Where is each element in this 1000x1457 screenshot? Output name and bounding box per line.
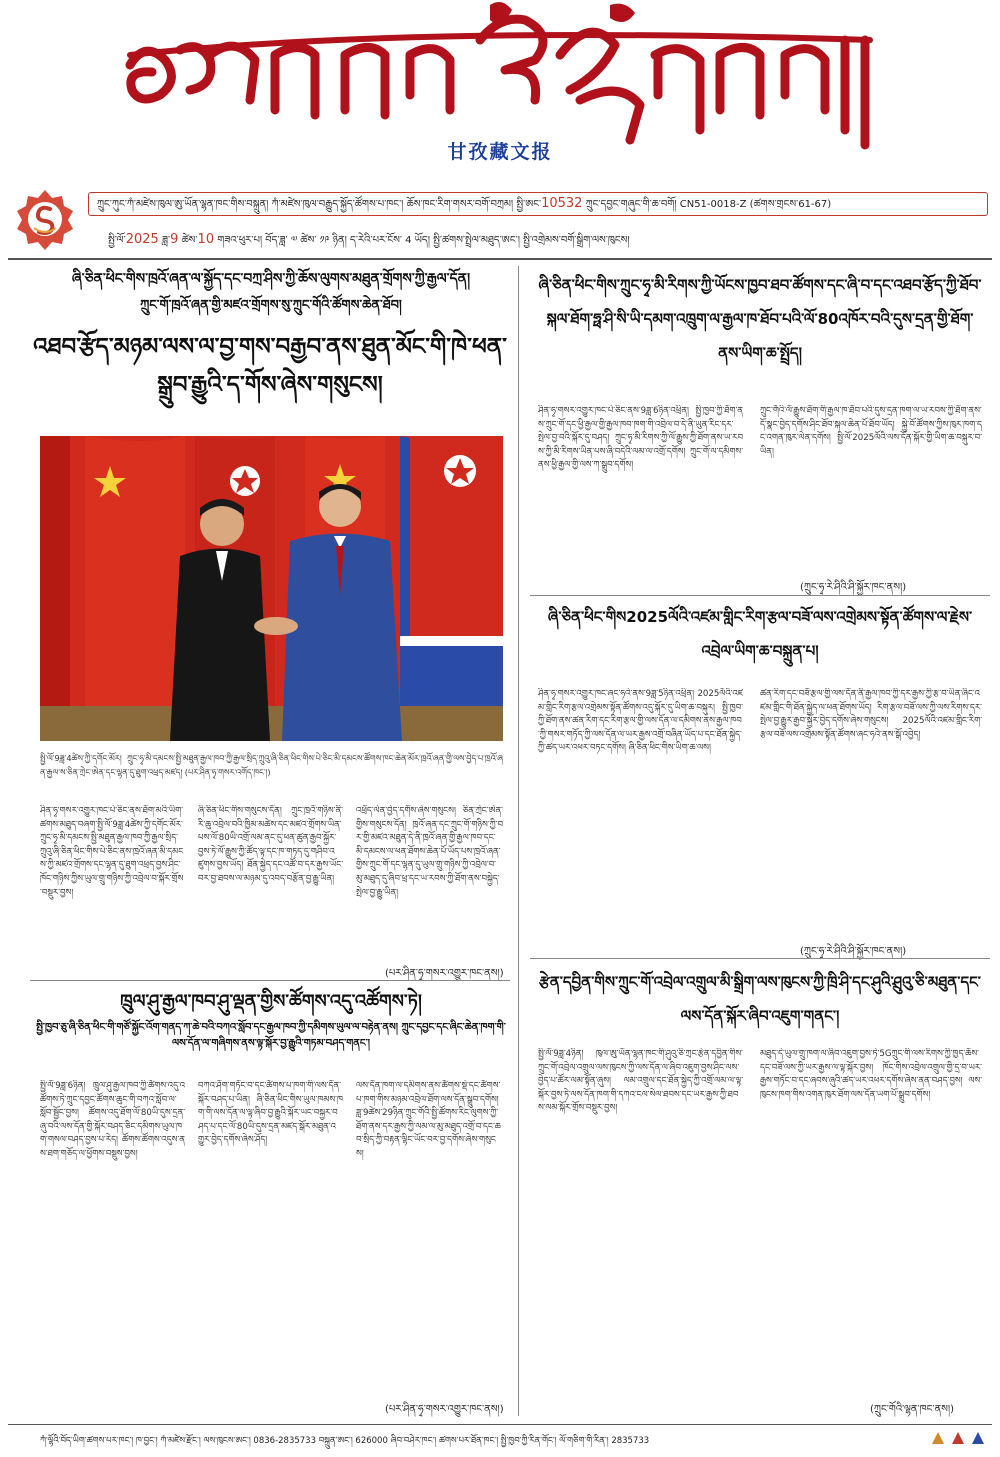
- publication-info-bar: [88, 192, 988, 216]
- date-day: 10: [197, 232, 215, 247]
- cn-code: CN51-0018-Z: [679, 199, 747, 210]
- article4-source: (ཀྲུང་ཧྭ་རེ་ཤིའི་ཤི་སྐྱོར་ཁང་ནས།): [800, 946, 907, 957]
- date-month: 9: [170, 232, 179, 247]
- article2-column-1: སྤྱི་ལོ་9ཟླ་6ཉིན། ཁྲུལ་ཤུ་རྒྱལ་ཁབ་ཀྱི་ཚོགས་འདུ་འཚོགས་ཏེ་ཀྲུང་དབྱང་ཚོགས་ཆུང་གི་བཀའ་སློབ་ལ་སློབ་སྦྱོང་བྱས། ཚོགས་འདུ་ཐོག་ལོ་80ཡི་དུས་དྲན་ཞུ་བའི་ལས་དོན་གྱི་སྐོར་བཤད་ཅིང་དམིགས་ཡུལ་ཁག་གསལ་བཤད་བྱས་པ་རེད། ཚོགས་ཚོགས་འདུས་ནས་ཐག་གཅོད་ལ་ཕྱོགས་བསྡུས་བྱས།: [40, 1081, 185, 1159]
- article1-kicker2: ཀྲུང་གོ་ཁྲའོ་ཞན་གྱི་མཛའ་གྲོགས་སུ་ཀྲུང་གོའི་ཚོགས་ཆེན་ཐོབ།: [140, 298, 402, 313]
- footer-emblem-icons: [930, 1430, 990, 1446]
- footer-divider: [8, 1424, 992, 1425]
- article4-bottom-divider: [530, 958, 990, 959]
- top-divider: [8, 258, 992, 260]
- article1-column-2: ཞི་ཅིན་ཕིང་གིས་གསུངས་དོན། ཀྲུང་ཁྲའོ་གཉིས་ནི་རི་ཆུ་འབྲེལ་བའི་ཁྱིམ་མཚེས་དང་མཛའ་གྲོགས་ཡིན་པས་ལོ་80ཡི་འགྲོ་ལམ་ནང་དུ་ཕན་ཚུན་རྒྱབ་སྐྱོར་བྱས་ཏེ་ལོ་རྒྱུས་ཀྱི་ཚོད་ལྟ་དང་ཁ་གཏད་དུ་གཤིབ་འཛུགས་བྱས་ཡོད། ཐོན་སྐྱེད་དང་འཚོ་བ་དར་རྒྱས་ཡོང་བར་བྱ་ཐབས་ལ་མཉམ་དུ་འབད་བརྩོན་བྱ་རྒྱུ་ཡིན།: [198, 806, 343, 884]
- article2-source: (པར་ཤིན་ཧྭ་གསར་འགྱུར་ཁང་ནས།): [385, 1404, 504, 1415]
- date-prefix: སྤྱི་ལོ་: [108, 235, 126, 246]
- article5-column-2: མཐུད་དེ་ཡུལ་གྲུ་ཁག་ལ་ཞིབ་འཇུག་བྱས་ཏེ་5Gཀྲུང་གི་ལས་རིགས་ཀྱི་ཁྱད་ཆོས་དང་བཟོ་ལས་ཀྱི་ཡར་རྒྱས་ལ་ལྟ་སྐོར་བྱས། ཁོང་གིས་འབྲེལ་འགྲུལ་གྱི་དྲ་བ་ཡར་རྒྱས་གཏོང་བ་དང་ཞབས་ཞུའི་ཚད་ཡར་འཕར་དགོས་ཞེས་ནན་བཤད་བྱས། ལས་ཁུངས་ཁག་གིས་འགན་ཁུར་ཐོག་ལས་དོན་ཡག་པོ་སྒྲུབ་དགོས།: [760, 1049, 982, 1100]
- column-divider: [518, 266, 519, 1416]
- date-month-label: ཟླ་: [162, 235, 171, 246]
- issue-number-label: སྤྱི་ཨང་: [516, 199, 542, 210]
- flags-backdrop: [40, 436, 503, 741]
- article5-headline: རྩེན་དབྱིན་གིས་ཀྲུང་གོ་འབྲེལ་འགྲུལ་མི་སྒྲིག་ལས་ཁུངས་ཀྱི་ཁྲི་ཤི་དང་ཤུའི་ཤྲུའུ་ཅི་མཐུན་དང་ལས་དོན་སྐོར་ཞིབ་འཇུག་གནང་།: [539, 973, 981, 1025]
- article4-column-1: ཤིན་ཧྭ་གསར་འགྱུར་ཁང་ཞང་ཧའེ་ནས་9ཟླ་5ཉིན་འཕྲིན། 2025ལོའི་འཛམ་གླིང་རིག་རྩལ་འགྲེམས་སྟོན་ཚོགས་འདུ་སྐོར་དུ་ཡིག་ཆ་བསྐུར། སྤྱི་ཁྱབ་ཀྱི་ཐོག་ནས་ཚན་རིག་དང་རིག་རྩལ་གྱི་ལས་དོན་ལ་དམིགས་ནས་རྒྱལ་ཁབ་ཀྱི་གསར་གཏོད་ཀྱི་ལས་དོན་ལ་ཡར་རྒྱས་འགྲོ་བཞིན་ཡོད་པ་དང་ཐོན་སྐྱེད་ཀྱི་ཚད་ཡར་འཕར་བཏང་དགོས། ཞི་ཅིན་ཕིང་གིས་ཡིག་ཆ་ལས།: [538, 689, 743, 754]
- article1-source: (པར་ཤིན་ཧྭ་གསར་འགྱུར་ཁང་ནས།): [385, 968, 504, 979]
- issue-range: (ཚགས་གྲངས་61-67): [749, 199, 832, 210]
- article2-column-3: ལས་དོན་ཁག་ལ་དམིགས་ནས་ཚོགས་སྡེ་དང་ཚོགས་པ་ཁག་གིས་མཉམ་འབྲེལ་ཐོག་ལས་དོན་སྒྲུབ་དགོས། ཟླ་9ཚེས་29ཉིན་ཀྲུང་གོའི་སྤྱི་ཚོགས་རིང་ལུགས་ཀྱི་ཐོག་ནས་དར་རྒྱས་ཀྱི་ལམ་ལ་མུ་མཐུད་འགྲོ་བ་དང་ཆབ་སྲིད་ཀྱི་བརྟན་ལྷིང་ཡོང་བར་བྱ་དགོས་ཞེས་གསུངས།: [356, 1081, 501, 1159]
- date-year: 2025: [125, 232, 159, 247]
- article1-kicker: ཞི་ཅིན་ཕིང་གིས་ཁྲའོ་ཞན་ལ་སྐྱོད་དང་བཀྲ་ཤིས་ཀྱི་ཆོས་ལུགས་མཐུན་གྲོགས་ཀྱི་རྒྱལ་དོན།: [71, 271, 471, 287]
- photo-caption: སྤྱི་ལོ་9ཟླ་4ཚེས་ཀྱི་དགོང་མོར། ཀྲུང་ཧྭ་མི་དམངས་སྤྱི་མཐུན་རྒྱལ་ཁབ་ཀྱི་རྒྱལ་སྲིད་ཀྲུའུ་ཞི་ཅིན་ཕིང་གིས་པེ་ཅིང་མི་དམངས་ཚོགས་ཁང་ཆེན་མོར་ཁྲའོ་ཞན་གྱི་ལས་བྱེད་པ་ཁྲའོ་ཞན་རྒྱལ་ས་ཅིན་ཀྲེང་ཨེན་དང་ལྷན་དུ་ཐུག་འཕྲད་མཛད། (པར་ཤིན་ཧྭ་གསར་འགོད་ཁང་།): [40, 753, 503, 777]
- date-rest: གཟའ་ཕུར་པ། བོད་ཟླ་ ༧ ཚེས་ ༡༩ ཉིན། ད་རེའི་པར་ངོས་ 4 ཡོད། སྤྱི་ཚགས་སྤྲེལ་མཐུད་ཨང་། སྤྱི་འགྲེམས་བགོ་སྒྲིག་ལས་ཁུངས།: [217, 235, 630, 246]
- article3-column-1: ཤིན་ཧྭ་གསར་འགྱུར་ཁང་པེ་ཅིང་ནས་9ཟླ་6ཉིན་འཕྲིན། སྤྱི་ཁྱབ་ཀྱི་ཐོག་ནས་ཀྲུང་གོ་དང་ཕྱི་རྒྱལ་གྱི་རྒྱལ་ཁབ་ཁག་གི་འབྲེལ་བ་དེ་ནི་ཡུན་རིང་དར་སྤེལ་བྱ་བའི་སྐོར་དུ་བཤད། ཀྲུང་ཧྭ་མི་རིགས་ཀྱི་ལོ་རྒྱུས་ཀྱི་ཐོག་ནས་ཡ་རབས་ཀྱི་མི་རིགས་ཡིན་པས་ཞི་བདེའི་ལམ་ལ་འགྲོ་དགོས། ཀྲུང་གོ་ལ་དམིགས་ནས་ཕྱི་རྒྱལ་གྱི་ལས་ཀ་སྒྲུབ་དགོས།: [538, 406, 743, 471]
- newspaper-logo-icon: [14, 188, 76, 250]
- masthead-title-calligraphy: [110, 0, 890, 150]
- article2-subhead: སྤྱི་ཁྱབ་ཅུ་ཞི་ཅིན་ཕིང་གི་གཙོ་སྐྱོང་འོག་གནད་ཀ་ཆེ་བའི་བཀའ་སློབ་དང་རྒྱལ་ཁབ་ཀྱི་དམིགས་ཡུལ་ལ་བརྟེན་ནས། ཀྲུང་དབྱང་དང་ཞིང་ཆེན་ཁག་གི་ལས་དོན་ལ་གཞིགས་ནས་ལྟ་སྐོར་བྱ་རྒྱུའི་གཏམ་བཤད་གནང་།: [36, 1022, 506, 1049]
- article1-column-3: འཕྲོད་ལེན་བྱེད་དགོས་ཞེས་གསུངས། ཅིན་ཀྲེང་ཨེན་གྱིས་གསུངས་དོན། ཁྲའོ་ཞན་དང་ཀྲུང་གོ་གཉིས་ཀྱི་བར་གྱི་མཛའ་མཐུན་དེ་ནི་ཁྲའོ་ཞན་གྱི་རྒྱལ་ཁབ་དང་མི་དམངས་ལ་ཕན་ཐོགས་ཆེན་པོ་ཡོད་པས་ཁྲའོ་ཞན་གྱིས་ཀྲུང་གོ་དང་ལྷན་དུ་ཡུལ་གྲུ་གཉིས་ཀྱི་འབྲེལ་བ་མུ་མཐུད་དུ་ཞིབ་ཕྲ་དང་ཡ་རབས་ཀྱི་ཐོག་ནས་བསྐྱེད་སྤེལ་བྱ་རྒྱུ་ཡིན།: [356, 806, 503, 898]
- article5-source: (ཀྲུང་གོའི་ལྷན་ཁང་ནས།): [870, 1404, 954, 1415]
- article2-headline: ཁྲུལ་ཤུ་རྒྱལ་ཁབ་ཤུ་ལྡན་གྱིས་ཚོགས་འདུ་འཚོགས་ཏེ།: [120, 991, 422, 1012]
- footer-info: ཀཾ་ལྷོའི་བོད་ཡིག་ཚགས་པར་ཁང་། ཁ་བྱང་། ཀཾ་མཛེས་རྫོང་། ལས་ཁུངས་ཨང་། 0836-2835733 བསྐྲུན་ཨང་། 626000 ཞིབ་བཤེར་ཁང་། ཚགས་པར་ཐོན་ཁང་། སྤྱི་ཁྱབ་ཀྱི་རིན་གོང་། ལོ་གཅིག་གི་རིན་། 2835733: [40, 1436, 650, 1446]
- masthead-chinese-title: 甘孜藏文报: [447, 141, 553, 163]
- publisher-text: ཀྲུང་ཀུང་ཀཾ་མཛེས་ཁུལ་ཨུ་ཡོན་ལྷན་ཁང་གིས་བསྐྲུན། ཀཾ་མཛེས་ཁུལ་བརྒྱུད་སྐྱོད་ཚོགས་པ་ཁང་། ཆོས་ཁང་རིག་གསར་བགོ་བཀྲམ།: [97, 199, 514, 210]
- article3-headline: ཞི་ཅིན་ཕིང་གིས་ཀྲུང་ཧྭ་མི་རིགས་ཀྱི་ཡོངས་ཁྱབ་ཐབ་ཚོགས་དང་ཞི་བ་དང་འཐབ་རྩོད་ཀྱི་ཐོབ་སྐལ་ཐོག་ཧྥ་ཤི་སི་ཡི་དམག་འཁྲུག་ལ་རྒྱལ་ཁ་ཐོབ་པའི་ལོ་80འཁོར་བའི་དུས་དྲན་གྱི་ཐོག་ནས་ཡིག་ཆ་སྤྲོད།: [538, 276, 982, 362]
- article3-column-2: ཀྲུང་གོའི་ལོ་རྒྱུས་ཐོག་གི་རྒྱལ་ཁ་ཐོབ་པའི་དུས་དྲན་ཁག་ལ་ཡ་རབས་ཀྱི་ཐོག་ནས་དོ་སྣང་བྱེད་དགོས་ཤིང་ཐོབ་སྐལ་ཆེན་པོ་ཐོབ་ཡོད། སྐྱེ་བོ་ཚོགས་ཀྱིས་ཁུར་ཁག་དང་འགན་ཁུར་ལེན་དགོས། སྤྱི་ལོ་2025ལོའི་ལས་དོན་སྐོར་གྱི་ཡིག་ཆ་བསྐུར་བ་ཡིན།: [760, 406, 982, 457]
- article3-bottom-divider: [530, 595, 990, 596]
- article3-source: (ཀྲུང་ཧྭ་རེ་ཤིའི་ཤི་སྐྱོར་ཁང་ནས།): [800, 582, 907, 593]
- article2-column-2: བཀའ་ཤོག་གཏོང་བ་དང་ཚོགས་པ་ཁག་གི་ལས་དོན་སྐོར་བཤད་པ་ཡིན། ཞི་ཅིན་ཕིང་གིས་ཡུལ་ཁམས་ཁག་གི་ལས་དོན་ལ་ལྟ་ཞིབ་བྱ་རྒྱུའི་སྐོར་ཡང་བསྐྱར་བཤད་པ་དང་ལོ་80ཡི་དུས་དྲན་མཛད་སྒོར་མཐུན་འགྱུར་བྱེད་དགོས་ཞེས་ཤོད།: [198, 1081, 343, 1146]
- date-line: [108, 229, 988, 257]
- article4-column-2: ཚན་རིག་དང་བཟོ་རྩལ་གྱི་ལས་དོན་ནི་རྒྱལ་ཁབ་ཀྱི་དར་རྒྱས་ཀྱི་རྩ་བ་ཡིན་ཞིང་འཛམ་གླིང་གི་ཐོན་སྐྱེད་ལ་ཕན་ཐོགས་ཡོད། རིག་རྩལ་བཟོ་ལས་ཀྱི་ལས་རིགས་དར་སྤེལ་བྱ་རྒྱུར་རྒྱབ་སྐྱོར་བྱེད་དགོས་ཞེས་གསུངས། 2025ལོའི་འཛམ་གླིང་རིག་རྩལ་བཟོ་ལས་འགྲེམས་སྟོན་ཚོགས་ཞང་ཧའེ་ནས་སྒོ་འབྱེད།: [760, 689, 982, 740]
- article5-column-1: སྤྱི་ལོ་9ཟླ་4ཉིན། ཁུལ་ཨུ་ཡོན་ལྷན་ཁང་གི་ཤུའུ་ཅི་ཀྲང་རྩེན་དབྱིན་གིས་ཀྲུང་གོ་འབྲེལ་འགྲུལ་ལས་ཁུངས་ཀྱི་ལས་དོན་ལ་ཞིབ་འཇུག་བྱས་ཤིང་ལས་བྱེད་པ་ཚོར་ལམ་སྟོན་ཞུས། ལམ་འགྲུལ་དང་ཐོན་སྐྱེད་ཀྱི་འགྲོ་ལམ་ལ་ལྟ་སྐོར་བྱས་ཏེ་ལས་དོན་ཁག་གི་དཀའ་ངལ་སེལ་ཐབས་དང་ཡར་རྒྱས་ཀྱི་ཐབས་ལམ་སྐོར་གྲོས་བསྡུར་བྱས།: [538, 1049, 743, 1114]
- article1-bottom-divider: [30, 980, 510, 981]
- distribution-text: ཀྲུང་དབྱང་གཞུང་གི་ཆ་བགོ།: [585, 199, 677, 210]
- article1-column-1: ཤིན་ཧྭ་གསར་འགྱུར་ཁང་པེ་ཅིང་ནས་ཐོག་མའི་ཡིག་ཚགས་མཐུད་བཞག་སྤྱི་ལོ་9ཟླ་4ཚེས་ཀྱི་དགོང་མོར་ཀྲུང་ཧྭ་མི་དམངས་སྤྱི་མཐུན་རྒྱལ་ཁབ་ཀྱི་རྒྱལ་སྲིད་ཀྲུའུ་ཞི་ཅིན་ཕིང་གིས་པེ་ཅིང་ནས་ཁྲའོ་ཞན་མི་དམངས་ཀྱི་མཛའ་གྲོགས་དང་ལྷན་དུ་ཐུག་འཕྲད་བྱས་ཤིང་ཁོང་གཉིས་ཀྱིས་ཡུལ་གྲུ་གཉིས་ཀྱི་འབྲེལ་བ་སྐོར་གྲོས་བསྡུར་བྱས།: [40, 806, 184, 898]
- article1-headline: འཐབ་རྩོད་མཉམ་ལས་ལ་བྱ་གས་བརྒྱབ་ནས་ཐུན་མོང་གི་ཁེ་ཕན་སྒྲུབ་རྒྱུའི་ད་གོས་ཞེས་གསུངས།: [33, 334, 507, 398]
- date-day-label: ཚེས་: [181, 235, 198, 246]
- article4-headline: ཞི་ཅིན་ཕིང་གིས2025ལོའི་འཛམ་གླིང་རིག་རྩལ་བཟོ་ལས་འགྲེམས་སྟོན་ཚོགས་ལ་རྗེས་འབྲེལ་ཡིག་ཆ་བསྐྲུན་པ།: [547, 608, 973, 660]
- news-photo: [40, 436, 503, 741]
- issue-number: 10532: [541, 196, 583, 211]
